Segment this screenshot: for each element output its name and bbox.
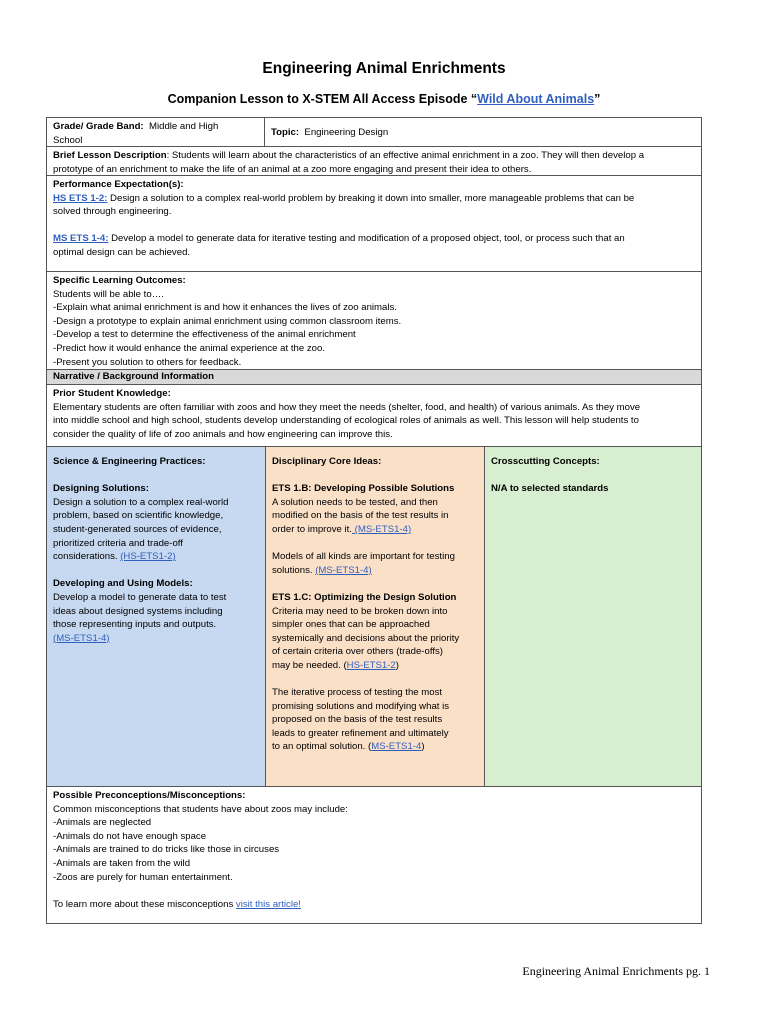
dci-para2-link[interactable]: (MS-ETS1-4) xyxy=(315,564,372,576)
outcome-line: -Predict how it would enhance the animal experience at the zoo. xyxy=(53,342,325,354)
topic-cell xyxy=(265,124,695,142)
prior-line: into middle school and high school, students develop understanding of ecological roles of animals as well. This lesson will help students to xyxy=(53,415,639,427)
outcome-line: -Explain what animal enrichment is and how it enhances the lives of zoo animals. xyxy=(53,302,397,314)
misconceptions-label: Possible Preconceptions/Misconceptions: xyxy=(53,790,246,801)
ccc-column xyxy=(485,447,701,786)
dci-line: leads to greater refinement and ultimately xyxy=(272,727,449,739)
standards-row xyxy=(46,446,702,787)
dci-sub2: ETS 1.C: Optimizing the Design Solution xyxy=(272,591,457,603)
misconception-line: -Animals are taken from the wild xyxy=(53,857,191,869)
misconception-line: -Animals are trained to do tricks like those in circuses xyxy=(53,844,280,856)
misconceptions-row xyxy=(46,786,702,924)
hs-line2: solved through engineering. xyxy=(53,206,172,218)
dci-line: The iterative process of testing the most xyxy=(272,687,443,699)
dci-line: of certain criteria over others (trade-offs) xyxy=(272,646,443,658)
sep-line: Develop a model to generate data to test xyxy=(53,591,227,603)
grade-value: Middle and High xyxy=(148,121,219,132)
dci-para4-last: to an optimal solution. ( xyxy=(272,741,372,753)
prior-cell xyxy=(47,385,646,443)
brief-line2: prototype of an enrichment to make the life of an animal at a zoo more engaging and present their idea to others. xyxy=(53,163,532,175)
article-link[interactable]: visit this article! xyxy=(235,898,301,910)
sep-hs-ets1-2-link[interactable]: (HS-ETS1-2) xyxy=(120,551,176,563)
dci-sub2-last: may be needed. ( xyxy=(272,659,347,671)
misconception-line: -Animals do not have enough space xyxy=(53,830,207,842)
dci-para2-last: solutions. xyxy=(272,564,316,576)
hs-ets-link[interactable]: HS ETS 1-2: xyxy=(53,192,108,204)
dci-sub2-close: ) xyxy=(395,659,399,671)
brief-label: Brief Lesson Description xyxy=(53,150,167,161)
sep-line: Design a solution to a complex real-world xyxy=(53,496,229,508)
grade-label: Grade/ Grade Band: xyxy=(53,121,144,132)
brief-row xyxy=(46,146,702,176)
sep-heading: Science & Engineering Practices: xyxy=(53,456,206,467)
sep-sub1: Designing Solutions: xyxy=(53,483,149,495)
grade-topic-row xyxy=(46,117,702,147)
topic-label: Topic: xyxy=(271,127,300,138)
brief-cell xyxy=(47,147,650,178)
page-title: Engineering Animal Enrichments xyxy=(262,60,506,77)
dci-heading: Disciplinary Core Ideas: xyxy=(272,456,382,467)
subtitle-suffix: ” xyxy=(594,92,601,106)
outcome-line: -Design a prototype to explain animal enrichment using common classroom items. xyxy=(53,315,402,327)
dci-hs-ets1-2-link[interactable]: HS-ETS1-2 xyxy=(346,659,396,671)
dci-line: modified on the basis of the test results in xyxy=(272,510,449,522)
outcome-line: -Develop a test to determine the effectiveness of the animal enrichment xyxy=(53,329,356,341)
outcomes-row xyxy=(46,271,702,370)
prior-line: consider the quality of life of zoo animals and how engineering can improve this. xyxy=(53,428,393,440)
misconception-line: -Zoos are purely for human entertainment. xyxy=(53,871,233,883)
sep-line: ideas about designed systems including xyxy=(53,605,223,617)
prior-line: Elementary students are often familiar with zoos and how they meet the needs (shelter, food, and health) of various animals. As they move xyxy=(53,401,641,413)
dci-line: Models of all kinds are important for testing xyxy=(272,551,455,563)
sep-line: problem, based on scientific knowledge, xyxy=(53,510,224,522)
prior-label: Prior Student Knowledge: xyxy=(53,388,171,399)
subtitle-prefix: Companion Lesson to X-STEM All Access Episode “ xyxy=(167,92,478,106)
performance-row xyxy=(46,175,702,272)
outcome-line: -Present you solution to others for feedback. xyxy=(53,356,242,368)
dci-line: Criteria may need to be broken down into xyxy=(272,605,448,617)
misconceptions-cell xyxy=(47,787,354,913)
grade-cell xyxy=(47,118,265,146)
outcomes-label: Specific Learning Outcomes: xyxy=(53,275,186,286)
ccc-value: N/A to selected standards xyxy=(491,483,609,495)
sep-line: prioritized criteria and trade-off xyxy=(53,537,183,549)
outcomes-cell xyxy=(47,272,407,371)
page-footer: Engineering Animal Enrichments pg. 1 xyxy=(522,964,710,978)
outcome-line: Students will be able to…. xyxy=(53,288,164,300)
dci-para4-close: ) xyxy=(421,741,425,753)
performance-cell xyxy=(47,176,640,262)
dci-line: promising solutions and modifying what is xyxy=(272,700,450,712)
ms-line1: Develop a model to generate data for iterative testing and modification of a proposed object, tool, or process such that an xyxy=(108,233,625,245)
sep-line: student-generated sources of evidence, xyxy=(53,523,222,535)
narrative-header-text: Narrative / Background Information xyxy=(53,371,214,382)
grade-value-line2: School xyxy=(53,134,83,146)
topic-value: Engineering Design xyxy=(304,127,389,138)
dci-sub1-last: order to improve it. xyxy=(272,523,352,535)
sep-column xyxy=(47,447,266,786)
dci-line: A solution needs to be tested, and then xyxy=(272,496,438,508)
dci-line: systemically and decisions about the priority xyxy=(272,632,460,644)
page-subtitle xyxy=(0,92,768,106)
episode-link[interactable]: Wild About Animals xyxy=(477,92,595,106)
dci-sub1: ETS 1.B: Developing Possible Solutions xyxy=(272,483,455,495)
ms-line2: optimal design can be achieved. xyxy=(53,246,191,258)
ccc-heading: Crosscutting Concepts: xyxy=(491,456,600,467)
brief-line1: : Students will learn about the characteristics of an effective animal enrichment in a zoo. They will then develop a xyxy=(166,150,645,161)
dci-line: simpler ones that can be approached xyxy=(272,619,430,631)
misconception-line: Common misconceptions that students have about zoos may include: xyxy=(53,803,348,815)
dci-ms-ets1-4-link[interactable]: (MS-ETS1-4) xyxy=(351,523,412,535)
misconception-line: -Animals are neglected xyxy=(53,817,152,829)
sep-sub2: Developing and Using Models: xyxy=(53,578,193,590)
narrative-header-row xyxy=(46,369,702,385)
performance-label: Performance Expectation(s): xyxy=(53,179,184,190)
sep-line: those representing inputs and outputs. xyxy=(53,619,217,631)
dci-para4-link[interactable]: MS-ETS1-4 xyxy=(371,741,422,753)
hs-line1: Design a solution to a complex real-world problem by breaking it down into smaller, more manageable problems that can be xyxy=(107,192,635,204)
sep-ms-ets1-4-link[interactable]: (MS-ETS1-4) xyxy=(53,632,110,644)
sep-sub1-last: considerations. xyxy=(53,551,121,563)
dci-line: proposed on the basis of the test results xyxy=(272,714,443,726)
prior-row xyxy=(46,384,702,447)
learn-prefix: To learn more about these misconceptions xyxy=(53,898,236,910)
dci-column xyxy=(266,447,485,786)
ms-ets-link[interactable]: MS ETS 1-4: xyxy=(53,233,109,245)
